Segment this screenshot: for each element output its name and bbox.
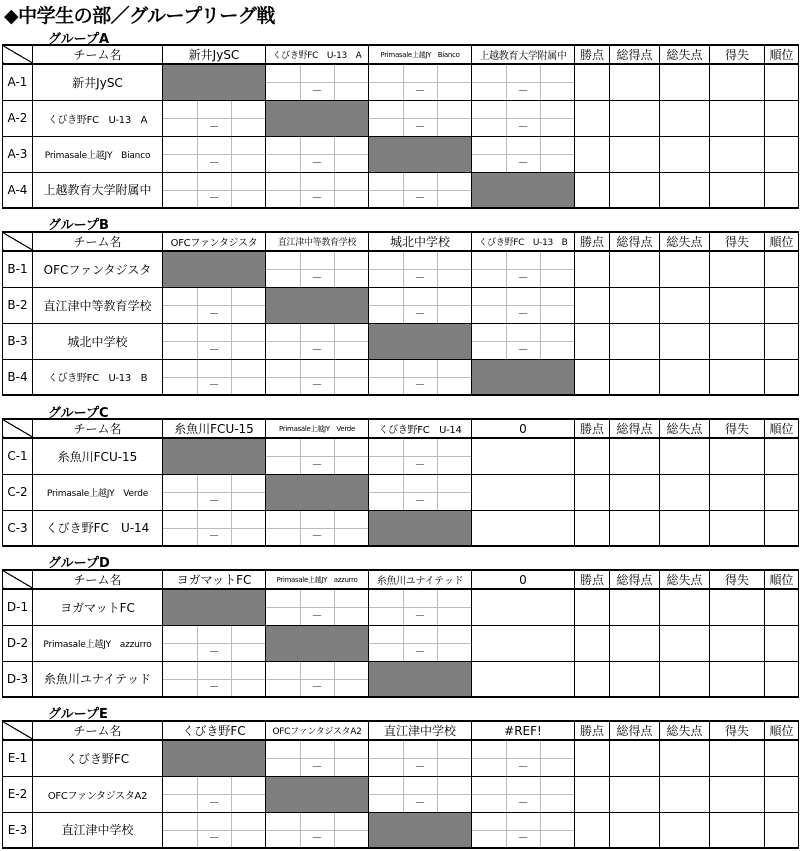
goal-diff-cell: [710, 589, 765, 625]
goals-for-cell: [610, 438, 660, 474]
header-opponent: くびき野FC: [163, 721, 266, 740]
goal-diff-cell: [710, 323, 765, 359]
goals-against-cell: [660, 589, 710, 625]
row-id: C-2: [3, 474, 33, 510]
table-row: [3, 323, 799, 359]
self-match-cell: [266, 776, 369, 812]
goals-for-cell: [610, 740, 660, 776]
rank-cell: [765, 64, 799, 100]
match-score-cell: －: [472, 740, 575, 776]
row-id: D-3: [3, 661, 33, 697]
team-name: OFCファンタジスタA2: [33, 776, 163, 812]
header-rank: 順位: [765, 419, 799, 438]
table-row: [3, 474, 799, 510]
header-opponent: 糸魚川FCU-15: [163, 419, 266, 438]
match-score-cell: －: [266, 64, 369, 100]
header-goal-diff: 得失: [710, 419, 765, 438]
goals-for-cell: [610, 776, 660, 812]
goals-for-cell: [610, 100, 660, 136]
page-title: ◆中学生の部／グループリーグ戦: [4, 5, 275, 27]
header-wins: 勝点: [575, 45, 610, 64]
rank-cell: [765, 323, 799, 359]
goal-diff-cell: [710, 100, 765, 136]
goal-diff-cell: [710, 740, 765, 776]
header-goals-for: 総得点: [610, 232, 660, 251]
self-match-cell: [369, 510, 472, 546]
self-match-cell: [369, 323, 472, 359]
row-id: C-3: [3, 510, 33, 546]
team-name: 城北中学校: [33, 323, 163, 359]
match-score-cell: －: [266, 510, 369, 546]
match-score-cell: －: [163, 323, 266, 359]
goal-diff-cell: [710, 510, 765, 546]
table-row: [3, 625, 799, 661]
match-score-cell: －: [369, 776, 472, 812]
match-score-cell: [472, 589, 575, 625]
goals-against-cell: [660, 136, 710, 172]
rank-cell: [765, 136, 799, 172]
table-row: [3, 589, 799, 625]
goals-against-cell: [660, 740, 710, 776]
goals-for-cell: [610, 812, 660, 848]
table-row: [3, 776, 799, 812]
header-goals-against: 総失点: [660, 45, 710, 64]
goal-diff-cell: [710, 136, 765, 172]
match-score-cell: －: [266, 438, 369, 474]
match-score-cell: －: [163, 287, 266, 323]
header-rank: 順位: [765, 45, 799, 64]
header-wins: 勝点: [575, 232, 610, 251]
match-score-cell: －: [472, 323, 575, 359]
wins-cell: [575, 136, 610, 172]
self-match-cell: [266, 100, 369, 136]
header-opponent: 上越教育大学附属中: [472, 45, 575, 64]
goals-against-cell: [660, 661, 710, 697]
team-name: くびき野FC U-13 B: [33, 359, 163, 395]
match-score-cell: －: [266, 359, 369, 395]
match-score-cell: －: [266, 172, 369, 208]
team-name: 上越教育大学附属中: [33, 172, 163, 208]
match-score-cell: －: [472, 136, 575, 172]
goal-diff-cell: [710, 625, 765, 661]
rank-cell: [765, 776, 799, 812]
table-row: [3, 136, 799, 172]
header-opponent: 0: [472, 570, 575, 589]
match-score-cell: －: [163, 474, 266, 510]
self-match-cell: [369, 661, 472, 697]
goal-diff-cell: [710, 287, 765, 323]
goals-against-cell: [660, 625, 710, 661]
wins-cell: [575, 812, 610, 848]
self-match-cell: [163, 740, 266, 776]
match-score-cell: [472, 510, 575, 546]
match-score-cell: －: [163, 136, 266, 172]
header-opponent: くびき野FC U-13 A: [266, 45, 369, 64]
match-score-cell: －: [266, 323, 369, 359]
goals-against-cell: [660, 510, 710, 546]
wins-cell: [575, 625, 610, 661]
corner-cell: [3, 232, 33, 251]
goals-against-cell: [660, 323, 710, 359]
match-score-cell: －: [369, 359, 472, 395]
header-opponent: #REF!: [472, 721, 575, 740]
group-label-c: グループC: [48, 406, 109, 421]
header-team-name: チーム名: [33, 419, 163, 438]
goal-diff-cell: [710, 172, 765, 208]
match-score-cell: －: [369, 589, 472, 625]
rank-cell: [765, 812, 799, 848]
self-match-cell: [266, 625, 369, 661]
self-match-cell: [266, 474, 369, 510]
match-score-cell: －: [369, 172, 472, 208]
rank-cell: [765, 359, 799, 395]
rank-cell: [765, 438, 799, 474]
goal-diff-cell: [710, 64, 765, 100]
match-score-cell: －: [369, 474, 472, 510]
goals-for-cell: [610, 510, 660, 546]
header-goal-diff: 得失: [710, 570, 765, 589]
header-goals-for: 総得点: [610, 45, 660, 64]
row-id: E-3: [3, 812, 33, 848]
table-row: [3, 287, 799, 323]
rank-cell: [765, 740, 799, 776]
rank-cell: [765, 251, 799, 287]
team-name: 糸魚川FCU-15: [33, 438, 163, 474]
row-id: D-2: [3, 625, 33, 661]
header-opponent: Primasale上越JY Verde: [266, 419, 369, 438]
row-id: E-1: [3, 740, 33, 776]
header-team-name: チーム名: [33, 232, 163, 251]
header-opponent: OFCファンタジスタ: [163, 232, 266, 251]
row-id: C-1: [3, 438, 33, 474]
corner-cell: [3, 419, 33, 438]
table-row: [3, 251, 799, 287]
header-wins: 勝点: [575, 721, 610, 740]
match-score-cell: －: [266, 251, 369, 287]
team-name: くびき野FC: [33, 740, 163, 776]
match-score-cell: －: [369, 438, 472, 474]
header-team-name: チーム名: [33, 45, 163, 64]
match-score-cell: －: [266, 136, 369, 172]
header-goals-against: 総失点: [660, 232, 710, 251]
corner-cell: [3, 45, 33, 64]
goals-for-cell: [610, 136, 660, 172]
header-opponent: ヨガマットFC: [163, 570, 266, 589]
match-score-cell: －: [266, 589, 369, 625]
row-id: A-1: [3, 64, 33, 100]
team-name: くびき野FC U-13 A: [33, 100, 163, 136]
wins-cell: [575, 510, 610, 546]
row-id: A-3: [3, 136, 33, 172]
table-row: [3, 438, 799, 474]
wins-cell: [575, 438, 610, 474]
header-opponent: OFCファンタジスタA2: [266, 721, 369, 740]
group-a-table: [2, 44, 799, 209]
goals-against-cell: [660, 812, 710, 848]
header-goals-against: 総失点: [660, 570, 710, 589]
table-row: [3, 740, 799, 776]
rank-cell: [765, 589, 799, 625]
team-name: Primasale上越JY azzurro: [33, 625, 163, 661]
corner-cell: [3, 570, 33, 589]
match-score-cell: －: [472, 287, 575, 323]
goal-diff-cell: [710, 359, 765, 395]
match-score-cell: －: [266, 812, 369, 848]
goal-diff-cell: [710, 438, 765, 474]
header-opponent: 城北中学校: [369, 232, 472, 251]
rank-cell: [765, 287, 799, 323]
wins-cell: [575, 474, 610, 510]
header-opponent: 直江津中等教育学校: [266, 232, 369, 251]
header-goals-for: 総得点: [610, 419, 660, 438]
header-goal-diff: 得失: [710, 232, 765, 251]
match-score-cell: －: [163, 776, 266, 812]
goal-diff-cell: [710, 474, 765, 510]
wins-cell: [575, 100, 610, 136]
row-id: E-2: [3, 776, 33, 812]
header-goals-against: 総失点: [660, 419, 710, 438]
group-d-table: [2, 569, 799, 698]
self-match-cell: [163, 589, 266, 625]
goals-against-cell: [660, 359, 710, 395]
group-label-a: グループA: [48, 32, 110, 47]
self-match-cell: [472, 359, 575, 395]
group-e-table: [2, 720, 799, 849]
goals-for-cell: [610, 589, 660, 625]
header-goals-against: 総失点: [660, 721, 710, 740]
row-id: B-3: [3, 323, 33, 359]
header-wins: 勝点: [575, 570, 610, 589]
header-goals-for: 総得点: [610, 570, 660, 589]
wins-cell: [575, 359, 610, 395]
goals-for-cell: [610, 251, 660, 287]
goals-against-cell: [660, 172, 710, 208]
corner-cell: [3, 721, 33, 740]
wins-cell: [575, 251, 610, 287]
match-score-cell: －: [472, 251, 575, 287]
match-score-cell: －: [163, 812, 266, 848]
wins-cell: [575, 64, 610, 100]
table-row: [3, 100, 799, 136]
goals-for-cell: [610, 625, 660, 661]
goals-for-cell: [610, 172, 660, 208]
header-opponent: Primasale上越JY Bianco: [369, 45, 472, 64]
match-score-cell: －: [163, 661, 266, 697]
match-score-cell: －: [369, 64, 472, 100]
wins-cell: [575, 740, 610, 776]
goals-for-cell: [610, 359, 660, 395]
team-name: 直江津中等教育学校: [33, 287, 163, 323]
header-rank: 順位: [765, 232, 799, 251]
team-name: くびき野FC U-14: [33, 510, 163, 546]
goal-diff-cell: [710, 812, 765, 848]
goals-against-cell: [660, 287, 710, 323]
row-id: A-2: [3, 100, 33, 136]
wins-cell: [575, 172, 610, 208]
header-opponent: 糸魚川ユナイテッド: [369, 570, 472, 589]
self-match-cell: [369, 812, 472, 848]
group-label-e: グループE: [48, 707, 108, 722]
match-score-cell: －: [472, 776, 575, 812]
header-opponent: 直江津中学校: [369, 721, 472, 740]
match-score-cell: －: [369, 625, 472, 661]
team-name: 新井JySC: [33, 64, 163, 100]
match-score-cell: －: [472, 812, 575, 848]
team-name: Primasale上越JY Bianco: [33, 136, 163, 172]
match-score-cell: －: [163, 510, 266, 546]
header-goals-for: 総得点: [610, 721, 660, 740]
table-row: [3, 510, 799, 546]
match-score-cell: －: [369, 100, 472, 136]
group-label-b: グループB: [48, 218, 109, 233]
rank-cell: [765, 510, 799, 546]
row-id: B-1: [3, 251, 33, 287]
rank-cell: [765, 172, 799, 208]
team-name: OFCファンタジスタ: [33, 251, 163, 287]
header-goal-diff: 得失: [710, 45, 765, 64]
match-score-cell: [472, 625, 575, 661]
header-goal-diff: 得失: [710, 721, 765, 740]
match-score-cell: －: [266, 661, 369, 697]
wins-cell: [575, 589, 610, 625]
match-score-cell: －: [369, 251, 472, 287]
table-row: [3, 661, 799, 697]
self-match-cell: [266, 287, 369, 323]
group-b-table: [2, 231, 799, 396]
group-c-table: [2, 418, 799, 547]
match-score-cell: －: [472, 64, 575, 100]
table-row: [3, 359, 799, 395]
table-row: [3, 172, 799, 208]
match-score-cell: －: [163, 625, 266, 661]
header-team-name: チーム名: [33, 570, 163, 589]
match-score-cell: [472, 661, 575, 697]
goal-diff-cell: [710, 776, 765, 812]
row-id: B-2: [3, 287, 33, 323]
team-name: 直江津中学校: [33, 812, 163, 848]
self-match-cell: [369, 136, 472, 172]
wins-cell: [575, 287, 610, 323]
goals-for-cell: [610, 64, 660, 100]
header-opponent: Primasale上越JY azzurro: [266, 570, 369, 589]
self-match-cell: [163, 251, 266, 287]
goal-diff-cell: [710, 661, 765, 697]
self-match-cell: [163, 64, 266, 100]
goals-against-cell: [660, 251, 710, 287]
goals-for-cell: [610, 323, 660, 359]
wins-cell: [575, 323, 610, 359]
wins-cell: [575, 776, 610, 812]
rank-cell: [765, 100, 799, 136]
row-id: A-4: [3, 172, 33, 208]
match-score-cell: －: [163, 172, 266, 208]
match-score-cell: －: [369, 287, 472, 323]
header-rank: 順位: [765, 721, 799, 740]
row-id: B-4: [3, 359, 33, 395]
goal-diff-cell: [710, 251, 765, 287]
match-score-cell: －: [472, 100, 575, 136]
match-score-cell: [472, 474, 575, 510]
header-opponent: 0: [472, 419, 575, 438]
match-score-cell: －: [163, 359, 266, 395]
self-match-cell: [472, 172, 575, 208]
rank-cell: [765, 661, 799, 697]
wins-cell: [575, 661, 610, 697]
team-name: 糸魚川ユナイテッド: [33, 661, 163, 697]
header-opponent: くびき野FC U-13 B: [472, 232, 575, 251]
header-opponent: くびき野FC U-14: [369, 419, 472, 438]
goals-against-cell: [660, 474, 710, 510]
goals-for-cell: [610, 287, 660, 323]
table-row: [3, 64, 799, 100]
header-team-name: チーム名: [33, 721, 163, 740]
header-opponent: 新井JySC: [163, 45, 266, 64]
goals-against-cell: [660, 438, 710, 474]
team-name: ヨガマットFC: [33, 589, 163, 625]
header-wins: 勝点: [575, 419, 610, 438]
team-name: Primasale上越JY Verde: [33, 474, 163, 510]
match-score-cell: －: [369, 740, 472, 776]
goals-against-cell: [660, 776, 710, 812]
group-label-d: グループD: [48, 556, 110, 571]
goals-for-cell: [610, 661, 660, 697]
row-id: D-1: [3, 589, 33, 625]
rank-cell: [765, 625, 799, 661]
match-score-cell: －: [163, 100, 266, 136]
header-rank: 順位: [765, 570, 799, 589]
table-row: [3, 812, 799, 848]
goals-against-cell: [660, 64, 710, 100]
goals-for-cell: [610, 474, 660, 510]
rank-cell: [765, 474, 799, 510]
goals-against-cell: [660, 100, 710, 136]
self-match-cell: [163, 438, 266, 474]
match-score-cell: －: [266, 740, 369, 776]
match-score-cell: [472, 438, 575, 474]
